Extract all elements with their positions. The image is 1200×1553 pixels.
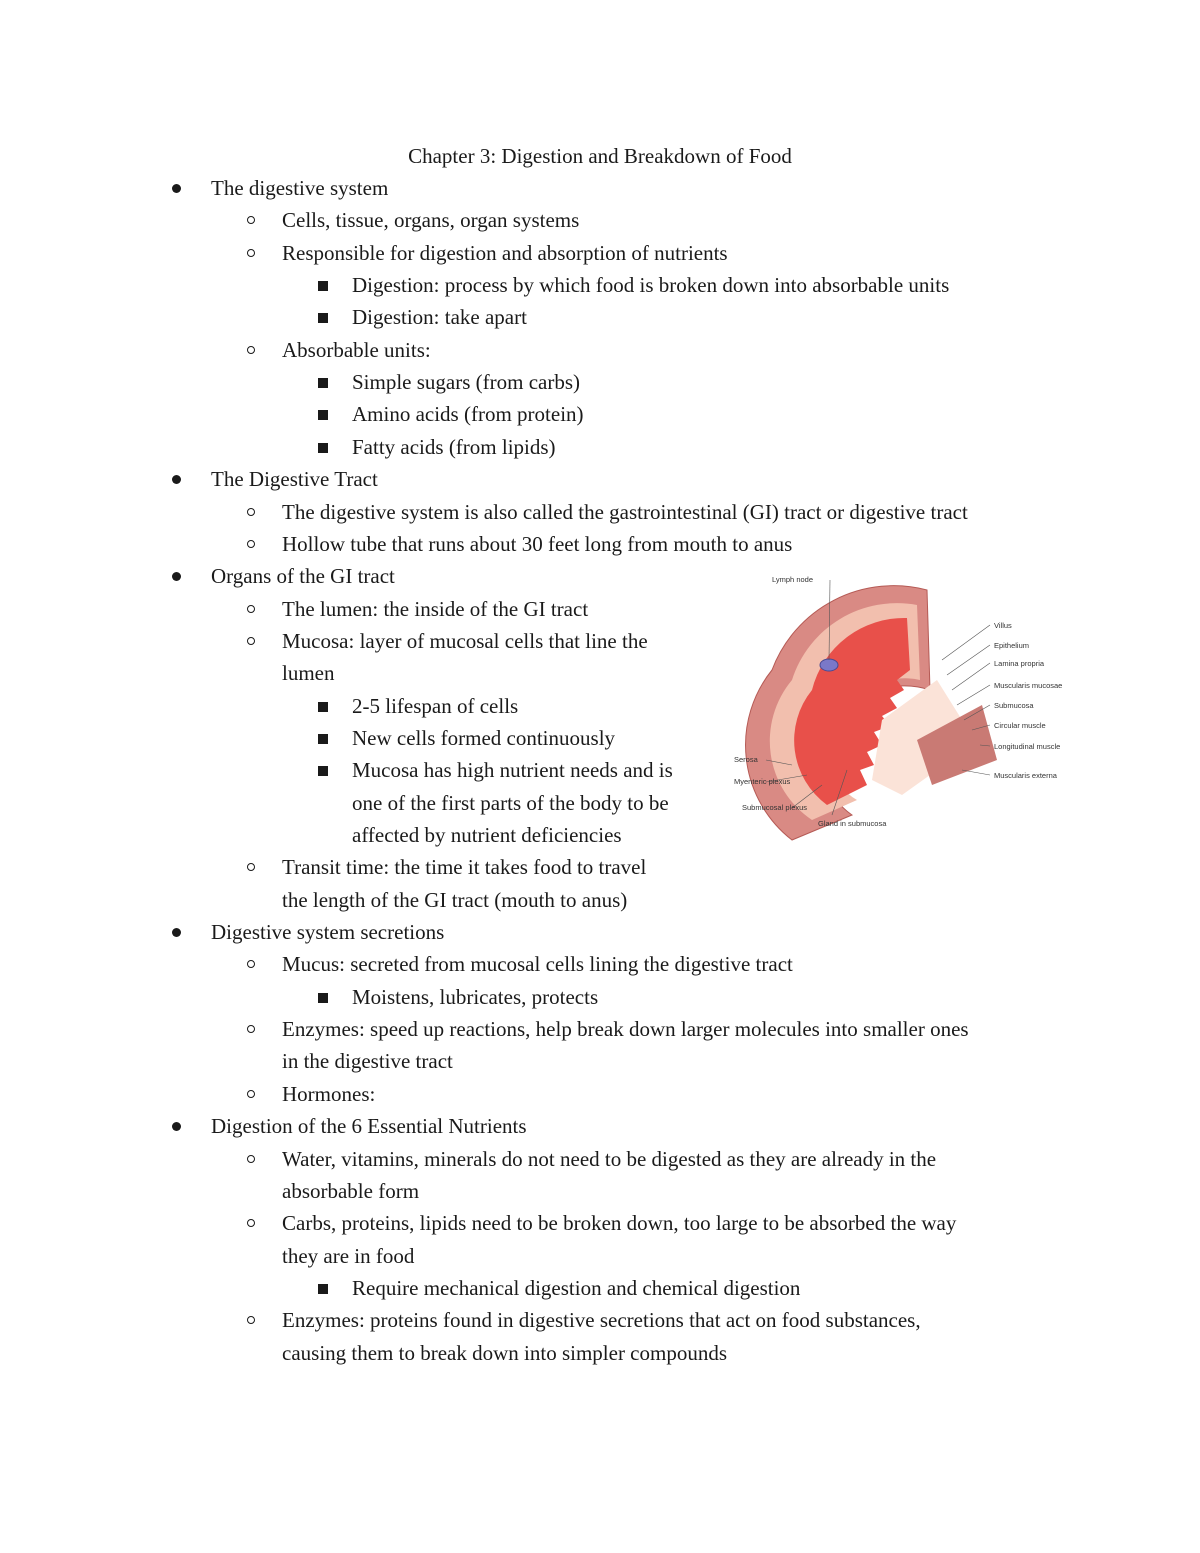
outline-line: The Digestive Tract: [211, 467, 378, 492]
outline-line: Enzymes: proteins found in digestive secretions that act on food substances,: [282, 1308, 921, 1333]
bullet-level-2-icon: [247, 1219, 255, 1227]
outline-line: Organs of the GI tract: [211, 564, 395, 589]
bullet-level-2-icon: [247, 605, 255, 613]
bullet-level-2-icon: [247, 637, 255, 645]
label-serosa: Serosa: [734, 755, 758, 764]
outline-line: The digestive system: [211, 176, 389, 200]
outline-line: Fatty acids (from lipids): [352, 434, 556, 459]
outline-line: Require mechanical digestion and chemical digestion: [352, 1275, 801, 1300]
outline-line: Responsible for digestion and absorption of nutrients: [282, 240, 728, 265]
outline-line: Mucosa: layer of mucosal cells that line the: [282, 628, 648, 653]
bullet-level-2-icon: [247, 216, 255, 224]
label-lymph-node: Lymph node: [772, 575, 814, 584]
outline-line: Carbs, proteins, lipids need to be broken down, too large to be absorbed the way: [282, 1211, 957, 1236]
bullet-level-3-icon: [318, 734, 328, 744]
outline-line: absorbable form: [282, 1178, 420, 1203]
bullet-level-1-icon: [172, 1122, 181, 1131]
bullet-level-3-icon: [318, 702, 328, 712]
label-lamina-propria: Lamina propria: [994, 659, 1045, 668]
outline-line: Simple sugars (from carbs): [352, 370, 581, 395]
label-myenteric-plexus: Myenteric plexus: [734, 777, 791, 786]
bullet-level-2-icon: [247, 863, 255, 871]
bullet-level-2-icon: [247, 1090, 255, 1098]
outline-line: Cells, tissue, organs, organ systems: [282, 208, 580, 233]
outline-line: The digestive system is also called the gastrointestinal (GI) tract or digestive tract: [282, 499, 968, 524]
label-muscularis-externa: Muscularis externa: [994, 771, 1057, 780]
outline-line: Absorbable units:: [282, 337, 431, 362]
outline-line: Moistens, lubricates, protects: [352, 984, 599, 1009]
outline-line: The lumen: the inside of the GI tract: [282, 596, 589, 621]
bullet-level-2-icon: [247, 249, 255, 257]
outline-line: Digestion: process by which food is broken down into absorbable units: [352, 273, 950, 298]
bullet-level-3-icon: [318, 1284, 328, 1294]
bullet-level-3-icon: [318, 378, 328, 388]
bullet-level-2-icon: [247, 540, 255, 548]
outline-line: Digestion: take apart: [352, 305, 527, 330]
bullet-level-3-icon: [318, 766, 328, 776]
outline-line: Amino acids (from protein): [352, 402, 584, 427]
bullet-level-3-icon: [318, 313, 328, 323]
label-submucosal-plexus: Submucosal plexus: [742, 803, 808, 812]
outline-line: New cells formed continuously: [352, 725, 616, 750]
bullet-level-2-icon: [247, 960, 255, 968]
outline-line: Mucus: secreted from mucosal cells lining the digestive tract: [282, 952, 793, 977]
bullet-level-2-icon: [247, 1316, 255, 1324]
bullet-level-1-icon: [172, 572, 181, 581]
bullet-level-2-icon: [247, 1025, 255, 1033]
outline-line: causing them to break down into simpler compounds: [282, 1340, 728, 1365]
outline-line: Transit time: the time it takes food to travel: [282, 855, 647, 880]
outline-line: Enzymes: speed up reactions, help break down larger molecules into smaller ones: [282, 1017, 969, 1042]
bullet-level-3-icon: [318, 410, 328, 420]
label-longitudinal-muscle: Longitudinal muscle: [994, 742, 1061, 751]
page-title: Chapter 3: Digestion and Breakdown of Food: [408, 144, 792, 168]
outline-line: Digestive system secretions: [211, 920, 445, 945]
outline-line: affected by nutrient deficiencies: [352, 823, 622, 847]
outline-line: 2-5 lifespan of cells: [352, 693, 519, 718]
outline-line: the length of the GI tract (mouth to anus): [282, 887, 628, 912]
label-muscularis-mucosae: Muscularis mucosae: [994, 681, 1063, 690]
label-circular-muscle: Circular muscle: [994, 721, 1046, 730]
outline-line: lumen: [282, 661, 335, 686]
bullet-level-1-icon: [172, 184, 181, 193]
gi-tract-wall-diagram: [732, 570, 1080, 850]
outline-line: Water, vitamins, minerals do not need to be digested as they are already in the: [282, 1146, 937, 1171]
bullet-level-2-icon: [247, 346, 255, 354]
bullet-level-3-icon: [318, 443, 328, 453]
outline-line: Mucosa has high nutrient needs and is: [352, 758, 673, 783]
outline-line: one of the first parts of the body to be: [352, 790, 669, 815]
label-epithelium: Epithelium: [994, 641, 1030, 650]
outline-line: they are in food: [282, 1243, 415, 1268]
label-gland-in-submucosa: Gland in submucosa: [818, 819, 887, 828]
bullet-level-1-icon: [172, 928, 181, 937]
label-villus: Villus: [994, 621, 1012, 630]
label-submucosa: Submucosa: [994, 701, 1034, 710]
outline-line: Digestion of the 6 Essential Nutrients: [211, 1114, 527, 1139]
bullet-level-1-icon: [172, 475, 181, 484]
outline-line: Hollow tube that runs about 30 feet long from mouth to anus: [282, 531, 793, 556]
bullet-level-3-icon: [318, 993, 328, 1003]
outline-line: Hormones:: [282, 1081, 376, 1106]
bullet-level-2-icon: [247, 508, 255, 516]
outline-line: in the digestive tract: [282, 1049, 453, 1074]
bullet-level-3-icon: [318, 281, 328, 291]
bullet-level-2-icon: [247, 1155, 255, 1163]
lymph-node: [820, 659, 838, 671]
